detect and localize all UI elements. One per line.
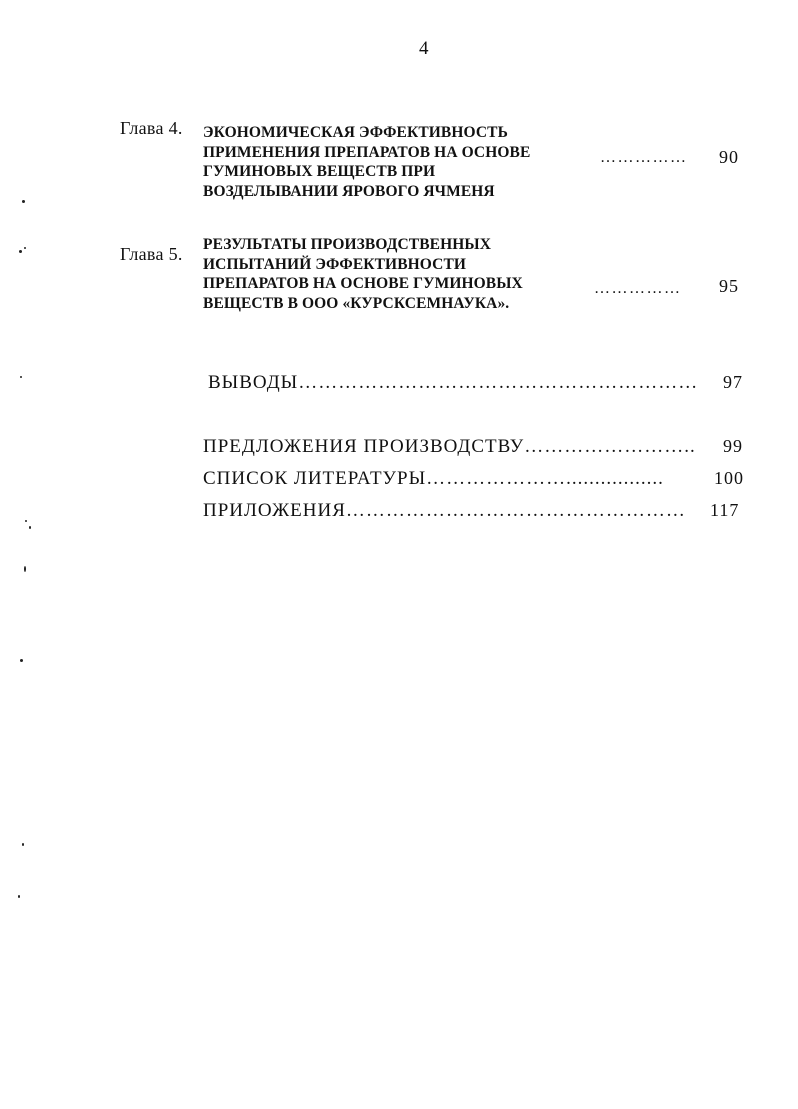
- page-ref: 90: [719, 147, 739, 167]
- chapter-label: Глава 5.: [120, 244, 183, 264]
- toc-entry-references: [203, 468, 664, 490]
- section-title: ВЫВОДЫ……………………………………………………: [208, 372, 699, 393]
- page-ref: 117: [710, 500, 740, 520]
- toc-entry-conclusions: [208, 372, 698, 394]
- page-ref: 95: [719, 276, 739, 296]
- page-ref: 99: [723, 436, 743, 456]
- chapter-title-line: ВОЗДЕЛЫВАНИИ ЯРОВОГО ЯЧМЕНЯ: [203, 182, 495, 200]
- chapter-title: [203, 235, 523, 313]
- chapter-title: [203, 123, 530, 201]
- section-title: СПИСОК ЛИТЕРАТУРЫ………………….................: [203, 468, 664, 489]
- chapter-title-line: ИСПЫТАНИЙ ЭФФЕКТИВНОСТИ: [203, 255, 467, 273]
- chapter-title-line: ЭКОНОМИЧЕСКАЯ ЭФФЕКТИВНОСТЬ: [203, 124, 508, 141]
- chapter-title-line: ПРЕПАРАТОВ НА ОСНОВЕ ГУМИНОВЫХ: [203, 275, 523, 292]
- chapter-title-line: ГУМИНОВЫХ ВЕЩЕСТВ ПРИ: [203, 163, 436, 180]
- section-title: ПРИЛОЖЕНИЯ……………………………………………: [203, 500, 686, 521]
- chapter-title-line: ПРИМЕНЕНИЯ ПРЕПАРАТОВ НА ОСНОВЕ: [203, 143, 531, 161]
- dot-leader: ……………: [600, 149, 688, 166]
- chapter-label: Глава 4.: [120, 118, 183, 138]
- page-ref: 97: [723, 372, 743, 392]
- page-number: 4: [419, 38, 429, 59]
- section-title: ПРЕДЛОЖЕНИЯ ПРОИЗВОДСТВУ……………………..: [203, 436, 696, 457]
- page-ref: 100: [714, 468, 744, 488]
- toc-entry-appendices: [203, 500, 686, 522]
- toc-entry-proposals: [203, 436, 696, 458]
- dot-leader: ……………: [594, 280, 682, 297]
- chapter-title-line: ВЕЩЕСТВ В ООО «КУРСКСЕМНАУКА».: [203, 294, 510, 312]
- chapter-title-line: РЕЗУЛЬТАТЫ ПРОИЗВОДСТВЕННЫХ: [203, 236, 492, 253]
